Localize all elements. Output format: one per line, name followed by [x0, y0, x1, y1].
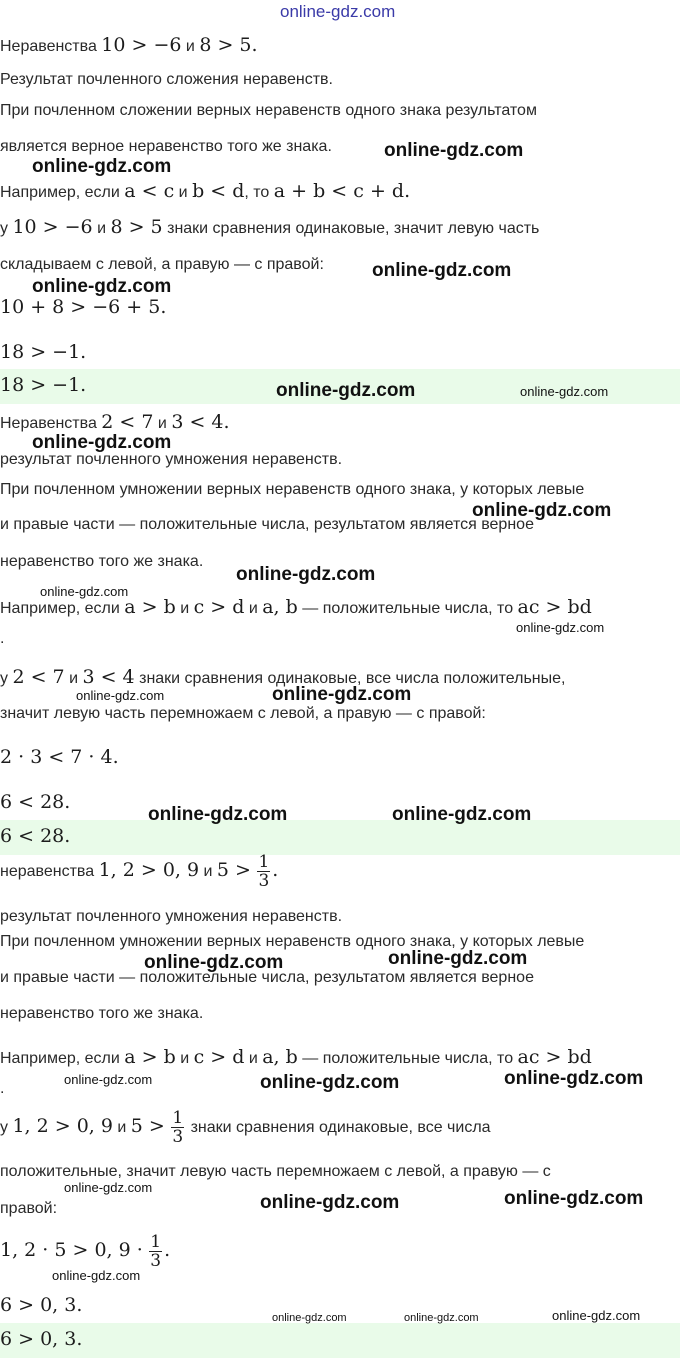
part3-heading: результат почленного умножения неравенств.	[0, 908, 343, 925]
part3-step1: 1, 2 · 5 > 0, 9 · $\frac{1}{3}$ .	[0, 1232, 171, 1271]
part1-answer: 18 > −1.	[0, 374, 87, 396]
watermark: online-gdz.com	[148, 804, 288, 825]
part3-intro-fraction: $\frac{1}{3}$	[258, 852, 270, 891]
watermark: online-gdz.com	[272, 684, 412, 705]
watermark: online-gdz.com	[144, 952, 284, 973]
part2-answer-box	[0, 820, 680, 855]
watermark: online-gdz.com	[384, 140, 524, 161]
part1-apply-line1: у 10 > −6 и 8 > 5 знаки сравнения одинаковые, значит левую часть	[0, 216, 540, 238]
part1-heading: Результат почленного сложения неравенств.	[0, 71, 333, 88]
watermark: online-gdz.com	[52, 1268, 141, 1283]
watermark: online-gdz.com	[516, 620, 605, 635]
part2-apply-line1: у 2 < 7 и 3 < 4 знаки сравнения одинаковые, все числа положительные,	[0, 666, 566, 688]
part2-apply-line2: значит левую часть перемножаем с левой, а правую — с правой:	[0, 705, 486, 722]
part3-example: Например, если a > b и c > d и a, b — положительные числа, то ac > bd	[0, 1046, 592, 1068]
part1-step1: 10 + 8 > −6 + 5.	[0, 296, 167, 318]
part3-apply-line3: правой:	[0, 1200, 58, 1217]
watermark: online-gdz.com	[64, 1180, 153, 1195]
watermark: online-gdz.com	[472, 500, 612, 521]
watermark: online-gdz.com	[372, 260, 512, 281]
part2-step1: 2 · 3 < 7 · 4.	[0, 746, 119, 768]
part2-example: Например, если a > b и c > d и a, b — положительные числа, то ac > bd	[0, 596, 592, 618]
watermark: online-gdz.com	[552, 1308, 641, 1323]
watermark: online-gdz.com	[32, 432, 172, 453]
part1-intro: Неравенства 10 > −6 и 8 > 5.	[0, 34, 258, 56]
part3-answer: 6 > 0, 3.	[0, 1328, 83, 1350]
part1-rule-line2: является верное неравенство того же знака.	[0, 138, 332, 155]
part3-apply-line2: положительные, значит левую часть перемножаем с левой, а правую — с	[0, 1163, 551, 1180]
watermark: online-gdz.com	[388, 948, 528, 969]
watermark: online-gdz.com	[32, 276, 172, 297]
watermark: online-gdz.com	[404, 1312, 479, 1324]
part3-step1-fraction: $\frac{1}{3}$	[150, 1232, 162, 1271]
watermark: online-gdz.com	[40, 584, 129, 599]
part3-rule-line2: и правые части — положительные числа, результатом является верное	[0, 969, 534, 986]
part2-heading: результат почленного умножения неравенств.	[0, 451, 343, 468]
part3-intro: неравенства 1, 2 > 0, 9 и 5 > $\frac{1}{3}$ .	[0, 852, 279, 891]
part2-example-dot: .	[0, 630, 5, 647]
watermark: online-gdz.com	[64, 1072, 153, 1087]
part2-intro: Неравенства 2 < 7 и 3 < 4.	[0, 411, 230, 433]
part3-answer-box	[0, 1323, 680, 1358]
part3-rule-line3: неравенство того же знака.	[0, 1005, 204, 1022]
watermark: online-gdz.com	[272, 1312, 347, 1324]
watermark: online-gdz.com	[260, 1192, 400, 1213]
part1-example: Например, если a < c и b < d, то a + b < c + d.	[0, 180, 411, 202]
part2-rule-line1: При почленном умножении верных неравенств одного знака, у которых левые	[0, 481, 585, 498]
part3-apply-fraction: $\frac{1}{3}$	[172, 1108, 184, 1147]
watermark: online-gdz.com	[76, 688, 165, 703]
part2-answer: 6 < 28.	[0, 825, 71, 847]
part1-rule-line1: При почленном сложении верных неравенств одного знака результатом	[0, 102, 537, 119]
watermark: online-gdz.com	[520, 384, 609, 399]
watermark: online-gdz.com	[392, 804, 532, 825]
part3-step2: 6 > 0, 3.	[0, 1294, 83, 1316]
watermark: online-gdz.com	[276, 380, 416, 401]
part3-rule-line1: При почленном умножении верных неравенств одного знака, у которых левые	[0, 933, 585, 950]
part2-rule-line3: неравенство того же знака.	[0, 553, 204, 570]
part1-step2: 18 > −1.	[0, 341, 87, 363]
part1-apply-line2: складываем с левой, а правую — с правой:	[0, 256, 324, 273]
part2-step2: 6 < 28.	[0, 791, 71, 813]
part2-rule-line2: и правые части — положительные числа, результатом является верное	[0, 516, 534, 533]
watermark: online-gdz.com	[504, 1068, 644, 1089]
watermark: online-gdz.com	[236, 564, 376, 585]
part3-example-dot: .	[0, 1080, 5, 1097]
watermark: online-gdz.com	[260, 1072, 400, 1093]
watermark: online-gdz.com	[32, 156, 172, 177]
watermark-top: online-gdz.com	[280, 2, 396, 21]
watermark: online-gdz.com	[504, 1188, 644, 1209]
part3-apply-line1: у 1, 2 > 0, 9 и 5 > $\frac{1}{3}$ знаки сравнения одинаковые, все числа	[0, 1108, 491, 1147]
